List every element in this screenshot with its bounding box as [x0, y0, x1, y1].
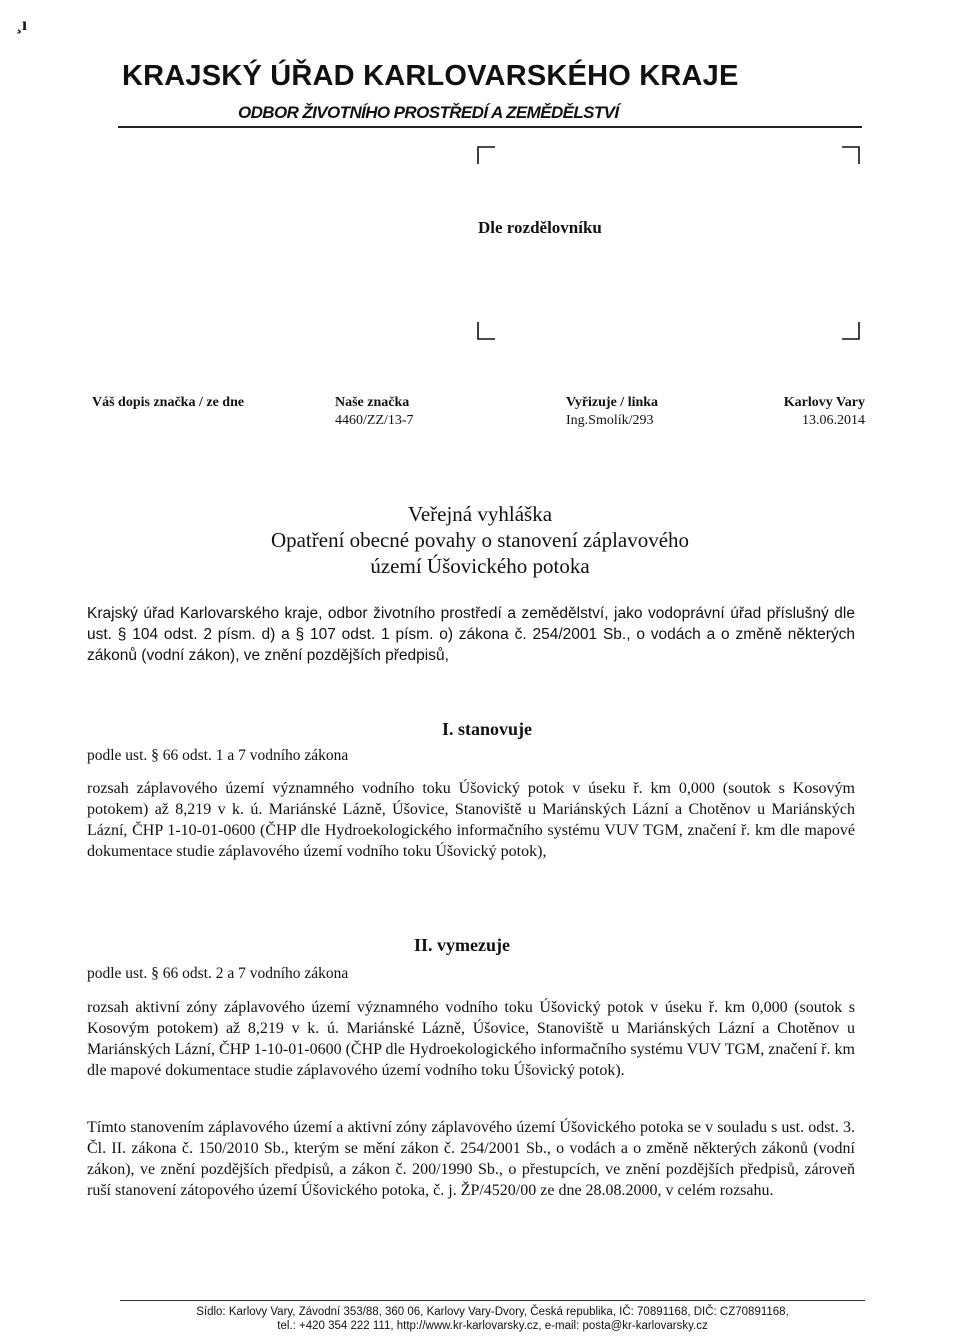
recipient-address: Dle rozdělovníku: [478, 218, 602, 237]
intro-paragraph: Krajský úřad Karlovarského kraje, odbor životního prostředí a zemědělství, jako vodoprávní úřad příslušný dle ust. § 104 odst. 2 písm. d) a § 107 odst. 1 písm. o) zákona č. 254/2001 Sb., o vodách a o změně některých zákonů (vodní zákon), ve znění pozdějších předpisů,: [87, 605, 855, 664]
your-letter-ref: [92, 394, 244, 412]
section-2-text: rozsah aktivní zóny záplavového území významného vodního toku Úšovický potok v úseku ř. km 0,000 (soutok s Kosovým potokem) až 8,219 v k. ú. Mariánské Lázně, Úšovice, Stanoviště u Mariánských Lázní a Chotěnov u Mariánských Lázní, ČHP 1-10-01-0600 (ČHP dle Hydroekologického informačního systému VUV TGM, značení ř. km dle mapové dokumentace studie záplavového území vodního toku Úšovický potok).: [87, 999, 855, 1079]
address-corner-top-right-icon: [842, 146, 860, 164]
section-1-basis: podle ust. § 66 odst. 1 a 7 vodního zákona: [87, 747, 349, 764]
section-1-heading: I. stanovuje: [442, 719, 533, 739]
scan-mark-icon: ¸ı: [16, 14, 27, 34]
place-label: Karlovy Vary: [783, 395, 865, 410]
department-subtitle: ODBOR ŽIVOTNÍHO PROSTŘEDÍ A ZEMĚDĚLSTVÍ: [238, 103, 619, 122]
our-ref-label: Naše značka: [335, 395, 410, 410]
footer-contact: [120, 1305, 865, 1333]
place-date: [755, 394, 865, 430]
section-1-text: rozsah záplavového území významného vodního toku Úšovický potok v úseku ř. km 0,000 (soutok s Kosovým potokem) až 8,219 v k. ú. Mariánské Lázně, Úšovice, Stanoviště u Mariánských Lázní a Chotěnov u Mariánských Lázní, ČHP 1-10-01-0600 (ČHP dle Hydroekologického informačního systému VUV TGM, značení ř. km dle mapové dokumentace studie záplavového území vodního toku Úšovický potok),: [87, 780, 855, 860]
footer-divider: [120, 1300, 865, 1301]
document-title: [180, 501, 780, 579]
handled-by-label: Vyřizuje / linka: [566, 395, 659, 410]
address-corner-top-left-icon: [477, 146, 495, 164]
address-corner-bottom-right-icon: [842, 322, 860, 340]
header-divider: [118, 126, 862, 128]
handled-by-value: Ing.Smolík/293: [566, 413, 654, 428]
date-value: 13.06.2014: [802, 413, 865, 428]
address-corner-bottom-left-icon: [477, 322, 495, 340]
footer-line2: tel.: +420 354 222 111, http://www.kr-karlovarsky.cz, e-mail: posta@kr-karlovarsky.cz: [277, 1320, 708, 1332]
document-title-line1: Veřejná vyhláška: [407, 502, 553, 526]
our-ref-value: 4460/ZZ/13-7: [335, 413, 414, 428]
your-letter-label: Váš dopis značka / ze dne: [92, 395, 245, 410]
handled-by: [566, 394, 658, 430]
document-title-line3: území Úšovického potoka: [370, 554, 590, 578]
office-title: KRAJSKÝ ÚŘAD KARLOVARSKÉHO KRAJE: [122, 60, 739, 92]
closing-paragraph: Tímto stanovením záplavového území a aktivní zóny záplavového území Úšovického potoka se v souladu s ust. odst. 3. Čl. II. zákona č. 150/2010 Sb., kterým se mění zákon č. 254/2001 Sb., o vodách a o změně některých zákonů (vodní zákon), ve znění pozdějších předpisů, a zákon č. 200/1990 Sb., o přestupcích, ve znění pozdějších předpisů, zároveň ruší stanovení zátopového území Úšovického potoka, č. j. ŽP/4520/00 ze dne 28.08.2000, v celém rozsahu.: [87, 1119, 855, 1199]
our-ref: [335, 394, 414, 430]
section-2-heading: II. vymezuje: [414, 935, 510, 955]
footer-line1: Sídlo: Karlovy Vary, Závodní 353/88, 360 06, Karlovy Vary-Dvory, Česká republika, IČ: 70891168, DIČ: CZ70891168,: [196, 1306, 789, 1318]
section-2-basis: podle ust. § 66 odst. 2 a 7 vodního zákona: [87, 965, 349, 982]
document-title-line2: Opatření obecné povahy o stanovení záplavového: [270, 528, 690, 552]
